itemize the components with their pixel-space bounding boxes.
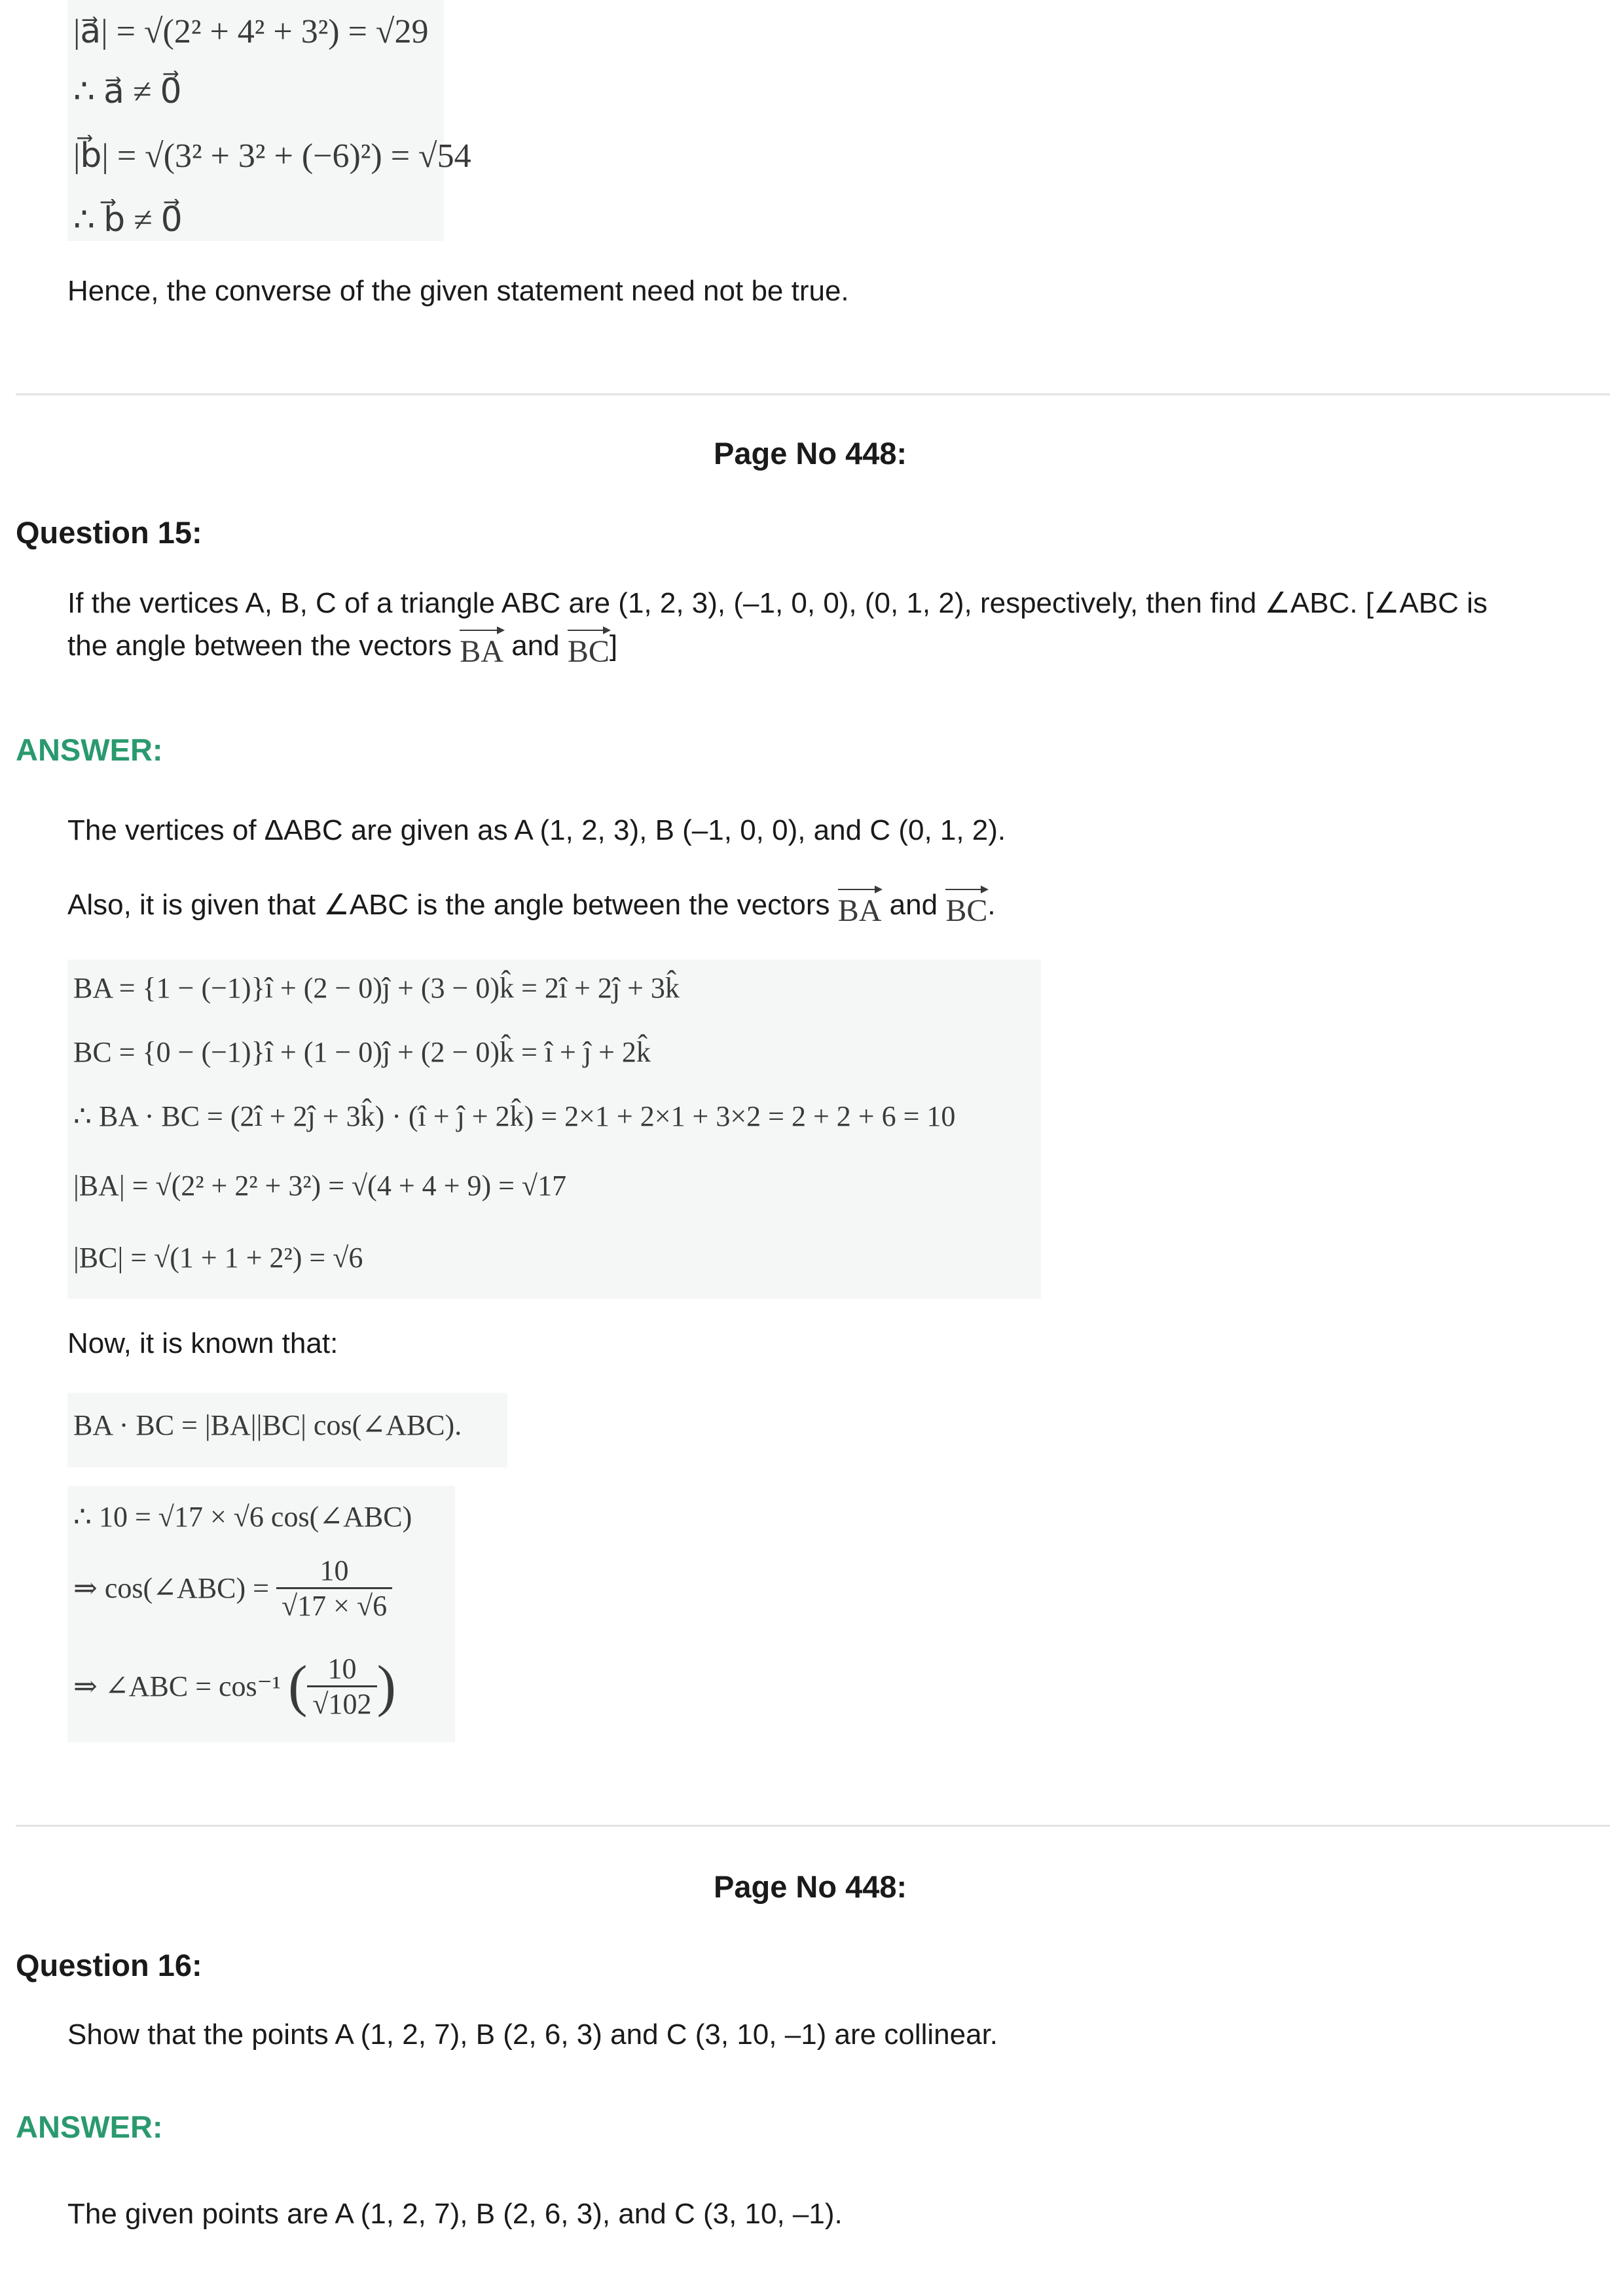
and-text: and [511, 630, 560, 662]
page-number: Page No 448: [714, 436, 907, 471]
vector-bc: BC [567, 634, 610, 669]
math-line: BC = {0 − (−1)}î + (1 − 0)ĵ + (2 − 0)k̂ = î + ĵ + 2k̂ [73, 1036, 651, 1068]
section-divider [16, 393, 1610, 395]
math-text: ⇒ ∠ABC = cos⁻¹ [73, 1670, 282, 1702]
math-text: ⇒ cos(∠ABC) = [73, 1572, 269, 1604]
answer-text-part: . [987, 889, 996, 921]
page-number: Page No 448: [714, 1869, 907, 1904]
question-text: If the vertices A, B, C of a triangle ABC are (1, 2, 3), (–1, 0, 0), (0, 1, 2), respectively, then find ∠ABC. [∠ABC is [67, 587, 1487, 619]
known-text: Now, it is known that: [67, 1327, 338, 1359]
math-line: |BC| = √(1 + 1 + 2²) = √6 [73, 1242, 363, 1274]
paren-close: ) [376, 1655, 396, 1718]
math-line: |a⃗| = √(2² + 4² + 3²) = √29 [73, 13, 429, 50]
numerator: 10 [327, 1653, 357, 1685]
conclusion-text: Hence, the converse of the given statement need not be true. [67, 275, 849, 307]
math-line: ∴ b⃗ ≠ 0⃗ [73, 202, 183, 239]
math-line: BA = {1 − (−1)}î + (2 − 0)ĵ + (3 − 0)k̂ = 2î + 2ĵ + 3k̂ [73, 972, 680, 1004]
vector-ba: BA [837, 893, 882, 928]
question-label: Question 16: [16, 1948, 202, 1982]
denominator: √102 [307, 1685, 376, 1721]
question-label: Question 15: [16, 515, 202, 550]
numerator: 10 [319, 1554, 349, 1587]
answer-text-line2 [67, 886, 996, 928]
answer-text: The vertices of ΔABC are given as A (1, 2, 3), B (–1, 0, 0), and C (0, 1, 2). [67, 814, 1006, 846]
math-line: ∴ 10 = √17 × √6 cos(∠ABC) [73, 1501, 412, 1533]
math-line: ∴ BA · BC = (2î + 2ĵ + 3k̂) · (î + ĵ + 2k̂) = 2×1 + 2×1 + 3×2 = 2 + 2 + 6 = 10 [73, 1100, 956, 1132]
section-divider [16, 1825, 1610, 1827]
question-text-part: the angle between the vectors [67, 630, 452, 662]
answer-text: The given points are A (1, 2, 7), B (2, 6, 3), and C (3, 10, –1). [67, 2198, 843, 2230]
fraction [307, 1652, 376, 1721]
question-text-line2 [67, 627, 618, 669]
math-line: BA · BC = |BA||BC| cos(∠ABC). [73, 1409, 462, 1441]
math-line: |b⃗| = √(3² + 3² + (−6)²) = √54 [73, 137, 471, 175]
math-line: |BA| = √(2² + 2² + 3²) = √(4 + 4 + 9) = √17 [73, 1170, 567, 1202]
question-text-part: ] [609, 630, 618, 662]
vector-ba: BA [460, 634, 503, 669]
question-text: Show that the points A (1, 2, 7), B (2, 6, 3) and C (3, 10, –1) are collinear. [67, 2018, 998, 2051]
paren-open: ( [288, 1655, 308, 1718]
denominator: √17 × √6 [276, 1587, 392, 1623]
vector-bc: BC [945, 893, 988, 928]
math-line: ∴ a⃗ ≠ 0⃗ [73, 73, 182, 111]
math-line-fraction [73, 1652, 396, 1721]
answer-label: ANSWER: [16, 2109, 163, 2144]
fraction [276, 1554, 392, 1623]
and-text: and [889, 889, 938, 921]
answer-text-part: Also, it is given that ∠ABC is the angle between the vectors [67, 889, 830, 921]
answer-label: ANSWER: [16, 732, 163, 767]
math-line-fraction [73, 1554, 392, 1623]
